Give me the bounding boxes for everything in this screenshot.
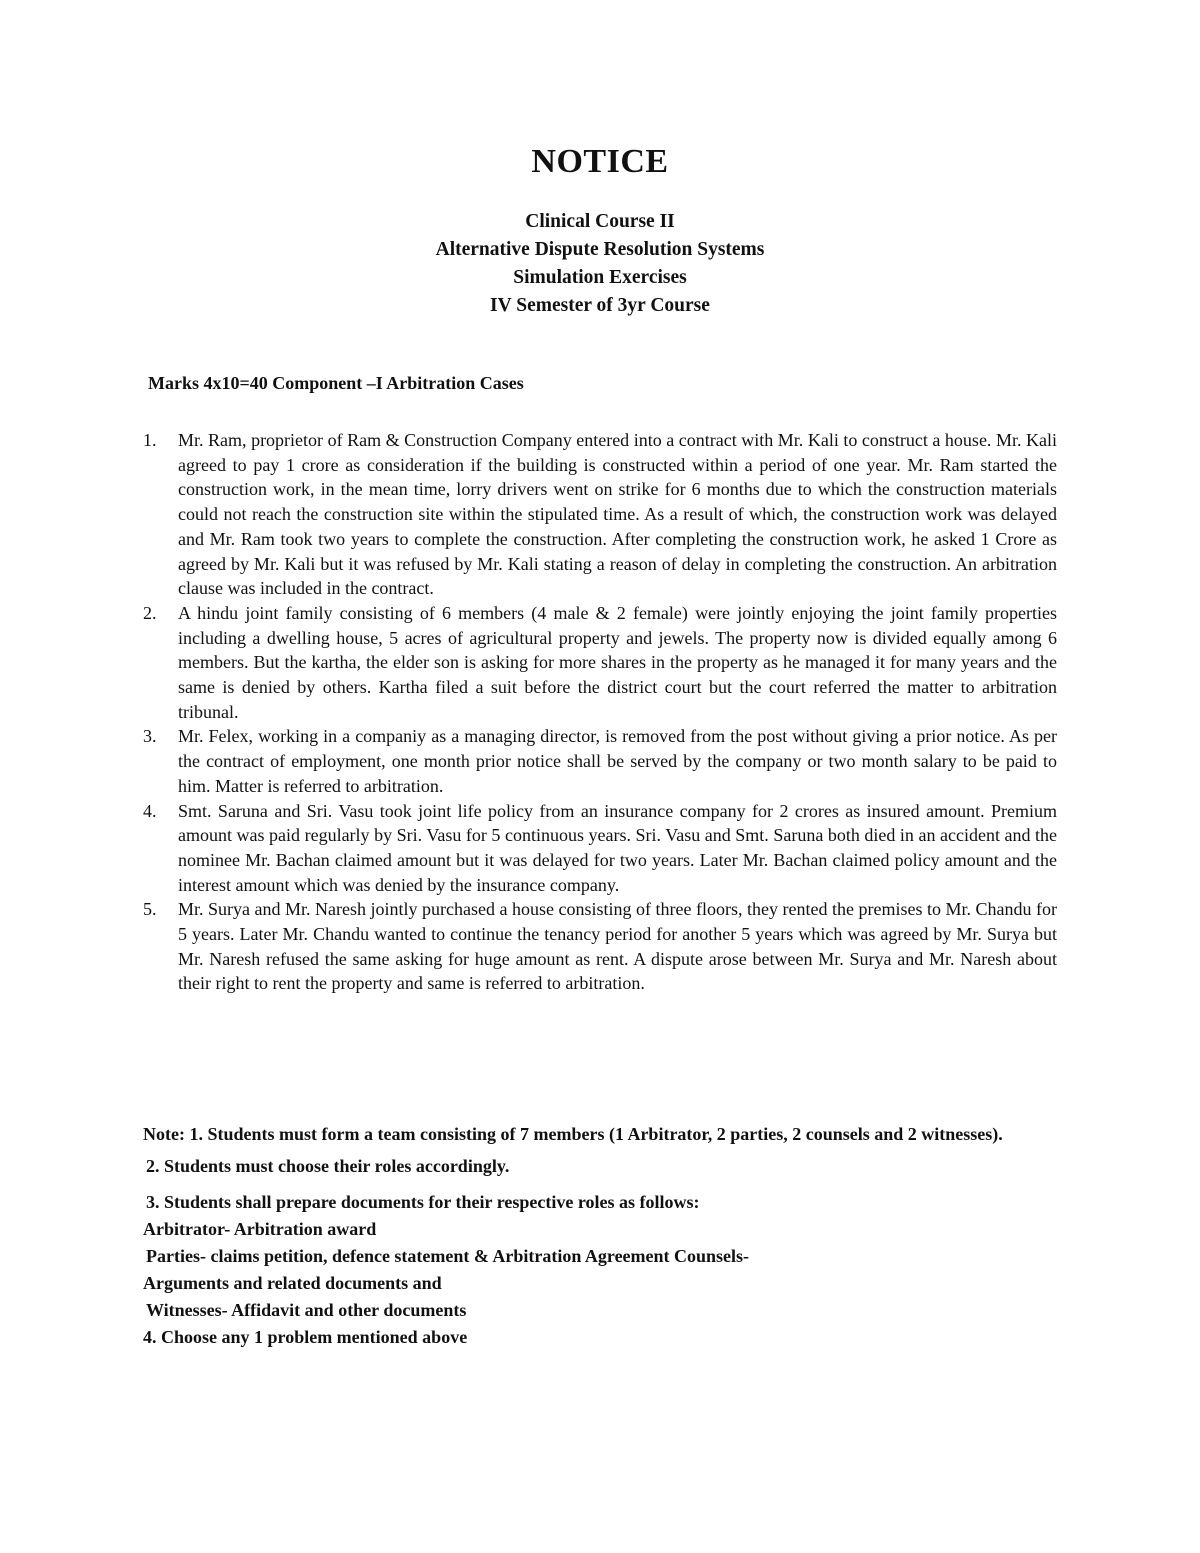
list-item: [143, 724, 1057, 798]
case-number: 1.: [143, 430, 157, 450]
subtitle-exercises: Simulation Exercises: [513, 267, 687, 288]
notes-section: [143, 1121, 1057, 1351]
marks-heading: Marks 4x10=40 Component –I Arbitration Cases: [148, 373, 524, 393]
note-team: Note: 1. Students must form a team consisting of 7 members (1 Arbitrator, 2 parties, 2 counsels and 2 witnesses).: [143, 1124, 1003, 1144]
case-number: 2.: [143, 602, 157, 623]
case-text: Smt. Saruna and Sri. Vasu took joint life policy from an insurance company for 2 crores as insured amount. Premium amount was paid regularly by Sri. Vasu for 5 continuous years. Sri. Vasu and Smt. Saruna both died in an accident and the nominee Mr. Bachan claimed amount but it was delayed for two years. Later Mr. Bachan claimed policy amount and the interest amount which was denied by the insurance company.: [178, 800, 1057, 895]
subtitle-course: Clinical Course II: [525, 211, 675, 232]
note-witnesses: Witnesses- Affidavit and other documents: [146, 1300, 467, 1320]
note-documents: 3. Students shall prepare documents for their respective roles as follows:: [146, 1192, 700, 1212]
case-number: 3.: [143, 726, 157, 747]
subtitle-subject: Alternative Dispute Resolution Systems: [435, 239, 765, 260]
note-arbitrator: Arbitrator- Arbitration award: [143, 1219, 377, 1239]
list-item: [143, 428, 1057, 601]
list-item: [143, 601, 1057, 725]
case-list: [143, 428, 1057, 996]
case-text: Mr. Surya and Mr. Naresh jointly purchased a house consisting of three floors, they rented the premises to Mr. Chandu for 5 years. Later Mr. Chandu wanted to continue the tenancy period for another 5 years which was agreed by Mr. Surya but Mr. Naresh refused the same asking for huge amount as rent. A dispute arose between Mr. Surya and Mr. Naresh about their right to rent the property and same is referred to arbitration.: [178, 899, 1057, 994]
notice-title: NOTICE: [531, 143, 669, 180]
case-number: 5.: [143, 899, 157, 920]
case-text: Mr. Ram, proprietor of Ram & Construction Company entered into a contract with Mr. Kali to construct a house. Mr. Kali agreed to pay 1 crore as consideration if the building is constructed within a period of one year. Mr. Ram started the construction work, in the mean time, lorry drivers went on strike for 6 months due to which the construction materials could not reach the construction site within the stipulated time. As a result of which, the construction work was delayed and Mr. Ram took two years to complete the construction. After completing the construction work, he asked 1 Crore as agreed by Mr. Kali but it was refused by Mr. Kali stating a reason of delay in completing the construction. An arbitration clause was included in the contract.: [178, 430, 1057, 599]
case-text: Mr. Felex, working in a companiy as a managing director, is removed from the post without giving a prior notice. As per the contract of employment, one month prior notice shall be served by the company or two month salary to be paid to him. Matter is referred to arbitration.: [178, 726, 1057, 796]
note-roles: 2. Students must choose their roles accordingly.: [146, 1156, 510, 1176]
list-item: [143, 799, 1057, 898]
course-subtitles: [0, 208, 1200, 320]
note-counsels: Arguments and related documents and: [143, 1273, 442, 1293]
note-choose-problem: 4. Choose any 1 problem mentioned above: [143, 1327, 468, 1347]
case-text: A hindu joint family consisting of 6 members (4 male & 2 female) were jointly enjoying the joint family properties including a dwelling house, 5 acres of agricultural property and jewels. The property now is divided equally among 6 members. But the kartha, the elder son is asking for more shares in the property as he managed it for many years and the same is denied by others. Kartha filed a suit before the district court but the court referred the matter to arbitration tribunal.: [178, 602, 1057, 722]
list-item: [143, 897, 1057, 996]
note-parties: Parties- claims petition, defence statement & Arbitration Agreement Counsels-: [146, 1246, 750, 1266]
subtitle-semester: IV Semester of 3yr Course: [490, 295, 710, 316]
case-number: 4.: [143, 800, 157, 821]
